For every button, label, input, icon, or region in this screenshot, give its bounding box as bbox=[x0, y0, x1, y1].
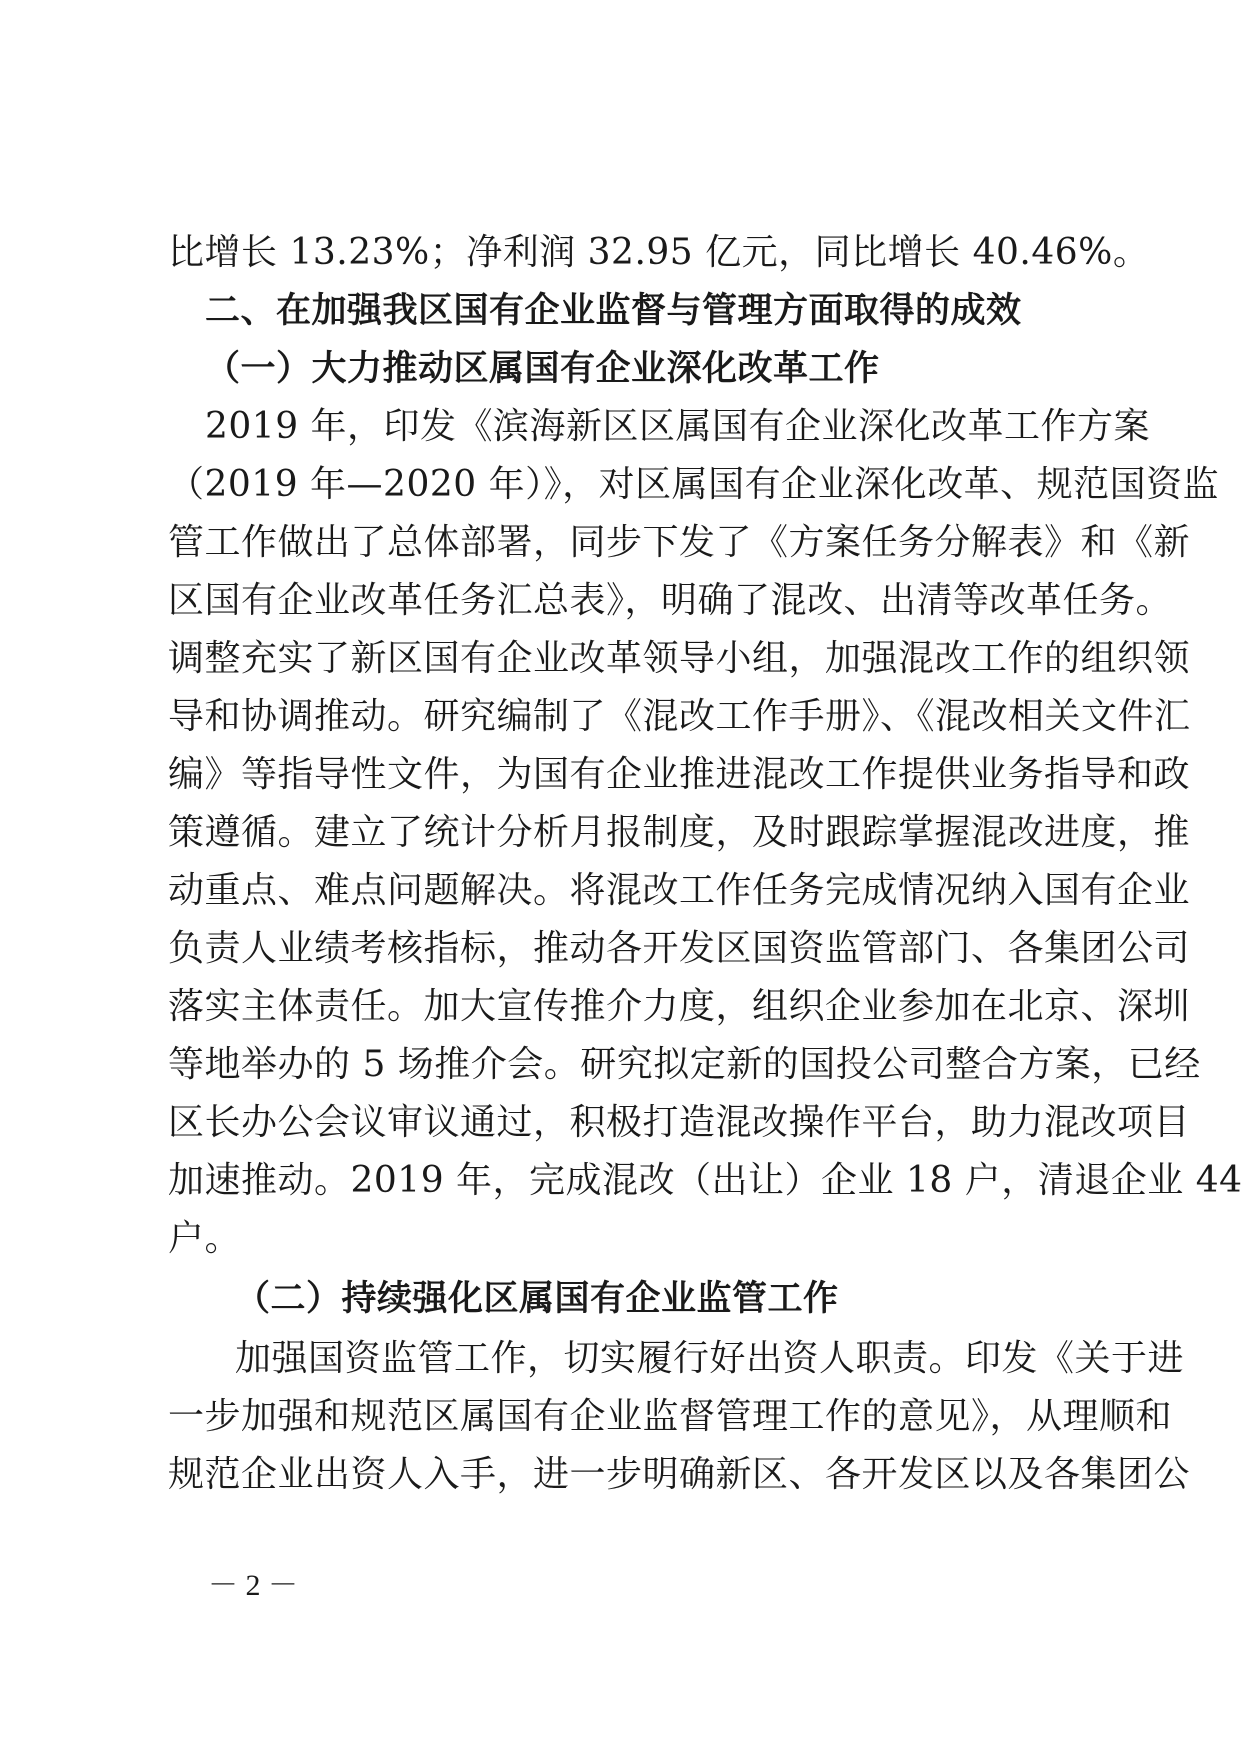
paragraph-1-line-9: 动重点、难点问题解决。将混改工作任务完成情况纳入国有企业 bbox=[168, 870, 1191, 911]
paragraph-1-line-5: 调整充实了新区国有企业改革领导小组，加强混改工作的组织领 bbox=[168, 638, 1191, 679]
paragraph-1-line-14: 加速推动。2019 年，完成混改（出让）企业 18 户，清退企业 44 bbox=[168, 1160, 1243, 1201]
paragraph-2-line-3: 规范企业出资人入手，进一步明确新区、各开发区以及各集团公 bbox=[168, 1454, 1191, 1495]
subsection-heading-2: （二）持续强化区属国有企业监管工作 bbox=[235, 1279, 839, 1319]
paragraph-1-line-10: 负责人业绩考核指标，推动各开发区国资监管部门、各集团公司 bbox=[168, 928, 1191, 969]
paragraph-1-line-2: （2019 年—2020 年）》，对区属国有企业深化改革、规范国资监 bbox=[168, 464, 1220, 505]
paragraph-1-line-4: 区国有企业改革任务汇总表》，明确了混改、出清等改革任务。 bbox=[168, 580, 1173, 621]
paragraph-1-line-12: 等地举办的 5 场推介会。研究拟定新的国投公司整合方案，已经 bbox=[168, 1044, 1201, 1085]
paragraph-1-line-7: 编》等指导性文件，为国有企业推进混改工作提供业务指导和政 bbox=[168, 754, 1191, 795]
paragraph-2-line-2: 一步加强和规范区属国有企业监督管理工作的意见》，从理顺和 bbox=[168, 1396, 1173, 1437]
paragraph-continuation-line: 比增长 13.23%；净利润 32.95 亿元，同比增长 40.46%。 bbox=[168, 232, 1150, 273]
paragraph-1-line-13: 区长办公会议审议通过，积极打造混改操作平台，助力混改项目 bbox=[168, 1102, 1191, 1143]
paragraph-1-line-11: 落实主体责任。加大宣传推介力度，组织企业参加在北京、深圳 bbox=[168, 986, 1191, 1027]
section-heading: 二、在加强我区国有企业监督与管理方面取得的成效 bbox=[205, 291, 1022, 331]
paragraph-1-line-6: 导和协调推动。研究编制了《混改工作手册》、《混改相关文件汇 bbox=[168, 696, 1191, 737]
subsection-heading-1: （一）大力推动区属国有企业深化改革工作 bbox=[205, 349, 880, 389]
paragraph-1-line-8: 策遵循。建立了统计分析月报制度，及时跟踪掌握混改进度，推 bbox=[168, 812, 1191, 853]
paragraph-1-line-3: 管工作做出了总体部署，同步下发了《方案任务分解表》和《新 bbox=[168, 522, 1191, 563]
paragraph-1-line-1: 2019 年，印发《滨海新区区属国有企业深化改革工作方案 bbox=[205, 406, 1151, 447]
paragraph-2-line-1: 加强国资监管工作，切实履行好出资人职责。印发《关于进 bbox=[235, 1338, 1185, 1379]
page-number: － 2 － bbox=[208, 1569, 298, 1602]
paragraph-1-line-15: 户。 bbox=[168, 1218, 242, 1259]
